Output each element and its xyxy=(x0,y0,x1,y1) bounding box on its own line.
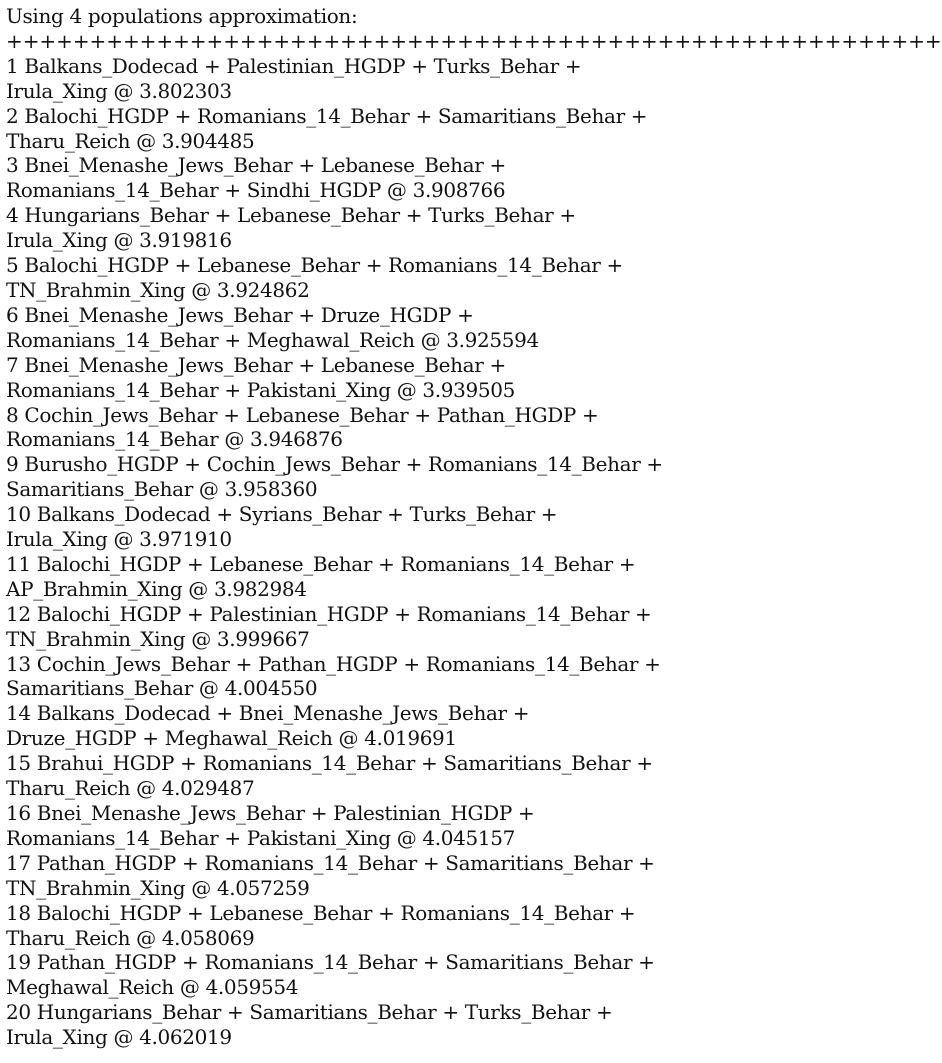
result-populations-line: 12 Balochi_HGDP + Palestinian_HGDP + Romanians_14_Behar + xyxy=(6,601,652,626)
result-score-line: Romanians_14_Behar + Pakistani_Xing @ 4.045157 xyxy=(6,825,516,850)
result-score-line: Romanians_14_Behar + Sindhi_HGDP @ 3.908766 xyxy=(6,178,506,203)
result-populations-line: 19 Pathan_HGDP + Romanians_14_Behar + Samaritians_Behar + xyxy=(6,950,655,975)
result-entry xyxy=(6,851,699,901)
result-entry xyxy=(6,203,699,253)
result-populations-line: 6 Bnei_Menashe_Jews_Behar + Druze_HGDP + xyxy=(6,302,474,327)
result-entry xyxy=(6,153,699,203)
result-entry xyxy=(6,502,699,552)
result-score-line: AP_Brahmin_Xing @ 3.982984 xyxy=(6,576,307,601)
result-score-line: Irula_Xing @ 3.919816 xyxy=(6,228,232,253)
result-score-line: Irula_Xing @ 4.062019 xyxy=(6,1025,232,1050)
result-entry xyxy=(6,104,699,154)
result-populations-line: 13 Cochin_Jews_Behar + Pathan_HGDP + Romanians_14_Behar + xyxy=(6,651,661,676)
result-score-line: Tharu_Reich @ 4.058069 xyxy=(6,925,255,950)
result-score-line: Romanians_14_Behar + Pakistani_Xing @ 3.939505 xyxy=(6,377,516,402)
result-entry xyxy=(6,950,699,1000)
result-score-line: TN_Brahmin_Xing @ 3.924862 xyxy=(6,277,310,302)
results-list xyxy=(6,54,699,1050)
result-entry xyxy=(6,901,699,951)
result-score-line: Meghawal_Reich @ 4.059554 xyxy=(6,975,299,1000)
result-populations-line: 20 Hungarians_Behar + Samaritians_Behar + Turks_Behar + xyxy=(6,1000,613,1025)
result-entry xyxy=(6,253,699,303)
result-score-line: Romanians_14_Behar @ 3.946876 xyxy=(6,427,343,452)
result-populations-line: 10 Balkans_Dodecad + Syrians_Behar + Turks_Behar + xyxy=(6,502,558,527)
result-populations-line: 14 Balkans_Dodecad + Bnei_Menashe_Jews_Behar + xyxy=(6,701,530,726)
result-entry xyxy=(6,602,699,652)
result-entry xyxy=(6,303,699,353)
result-score-line: Tharu_Reich @ 3.904485 xyxy=(6,128,255,153)
result-populations-line: 5 Balochi_HGDP + Lebanese_Behar + Romanians_14_Behar + xyxy=(6,253,623,278)
result-entry xyxy=(6,652,699,702)
result-populations-line: 4 Hungarians_Behar + Lebanese_Behar + Turks_Behar + xyxy=(6,203,576,228)
result-populations-line: 1 Balkans_Dodecad + Palestinian_HGDP + Turks_Behar + xyxy=(6,53,582,78)
document-title: Using 4 populations approximation: xyxy=(6,4,358,28)
result-populations-line: 15 Brahui_HGDP + Romanians_14_Behar + Samaritians_Behar + xyxy=(6,751,653,776)
result-populations-line: 18 Balochi_HGDP + Lebanese_Behar + Romanians_14_Behar + xyxy=(6,900,636,925)
result-score-line: Samaritians_Behar @ 3.958360 xyxy=(6,477,318,502)
result-score-line: TN_Brahmin_Xing @ 3.999667 xyxy=(6,626,310,651)
result-populations-line: 16 Bnei_Menashe_Jews_Behar + Palestinian_HGDP + xyxy=(6,801,535,825)
result-score-line: Druze_HGDP + Meghawal_Reich @ 4.019691 xyxy=(6,726,457,751)
plus-divider: ++++++++++++++++++++++++++++++++++++++++++++++++++++++++ xyxy=(6,28,942,53)
result-entry xyxy=(6,701,699,751)
result-entry xyxy=(6,552,699,602)
result-populations-line: 7 Bnei_Menashe_Jews_Behar + Lebanese_Behar + xyxy=(6,352,506,377)
result-score-line: Irula_Xing @ 3.971910 xyxy=(6,527,232,552)
result-populations-line: 3 Bnei_Menashe_Jews_Behar + Lebanese_Behar + xyxy=(6,153,506,178)
result-entry xyxy=(6,801,699,851)
result-entry xyxy=(6,353,699,403)
result-populations-line: 9 Burusho_HGDP + Cochin_Jews_Behar + Romanians_14_Behar + xyxy=(6,452,663,477)
result-entry xyxy=(6,403,699,453)
result-entry xyxy=(6,54,699,104)
result-score-line: TN_Brahmin_Xing @ 4.057259 xyxy=(6,875,310,900)
result-score-line: Samaritians_Behar @ 4.004550 xyxy=(6,676,318,701)
result-entry xyxy=(6,452,699,502)
result-populations-line: 2 Balochi_HGDP + Romanians_14_Behar + Samaritians_Behar + xyxy=(6,103,648,128)
result-populations-line: 17 Pathan_HGDP + Romanians_14_Behar + Samaritians_Behar + xyxy=(6,850,655,875)
result-entry xyxy=(6,1000,699,1050)
result-score-line: Tharu_Reich @ 4.029487 xyxy=(6,776,255,801)
result-populations-line: 11 Balochi_HGDP + Lebanese_Behar + Romanians_14_Behar + xyxy=(6,551,636,576)
result-populations-line: 8 Cochin_Jews_Behar + Lebanese_Behar + Pathan_HGDP + xyxy=(6,402,599,427)
result-score-line: Romanians_14_Behar + Meghawal_Reich @ 3.925594 xyxy=(6,327,539,352)
result-score-line: Irula_Xing @ 3.802303 xyxy=(6,78,232,103)
result-entry xyxy=(6,751,699,801)
